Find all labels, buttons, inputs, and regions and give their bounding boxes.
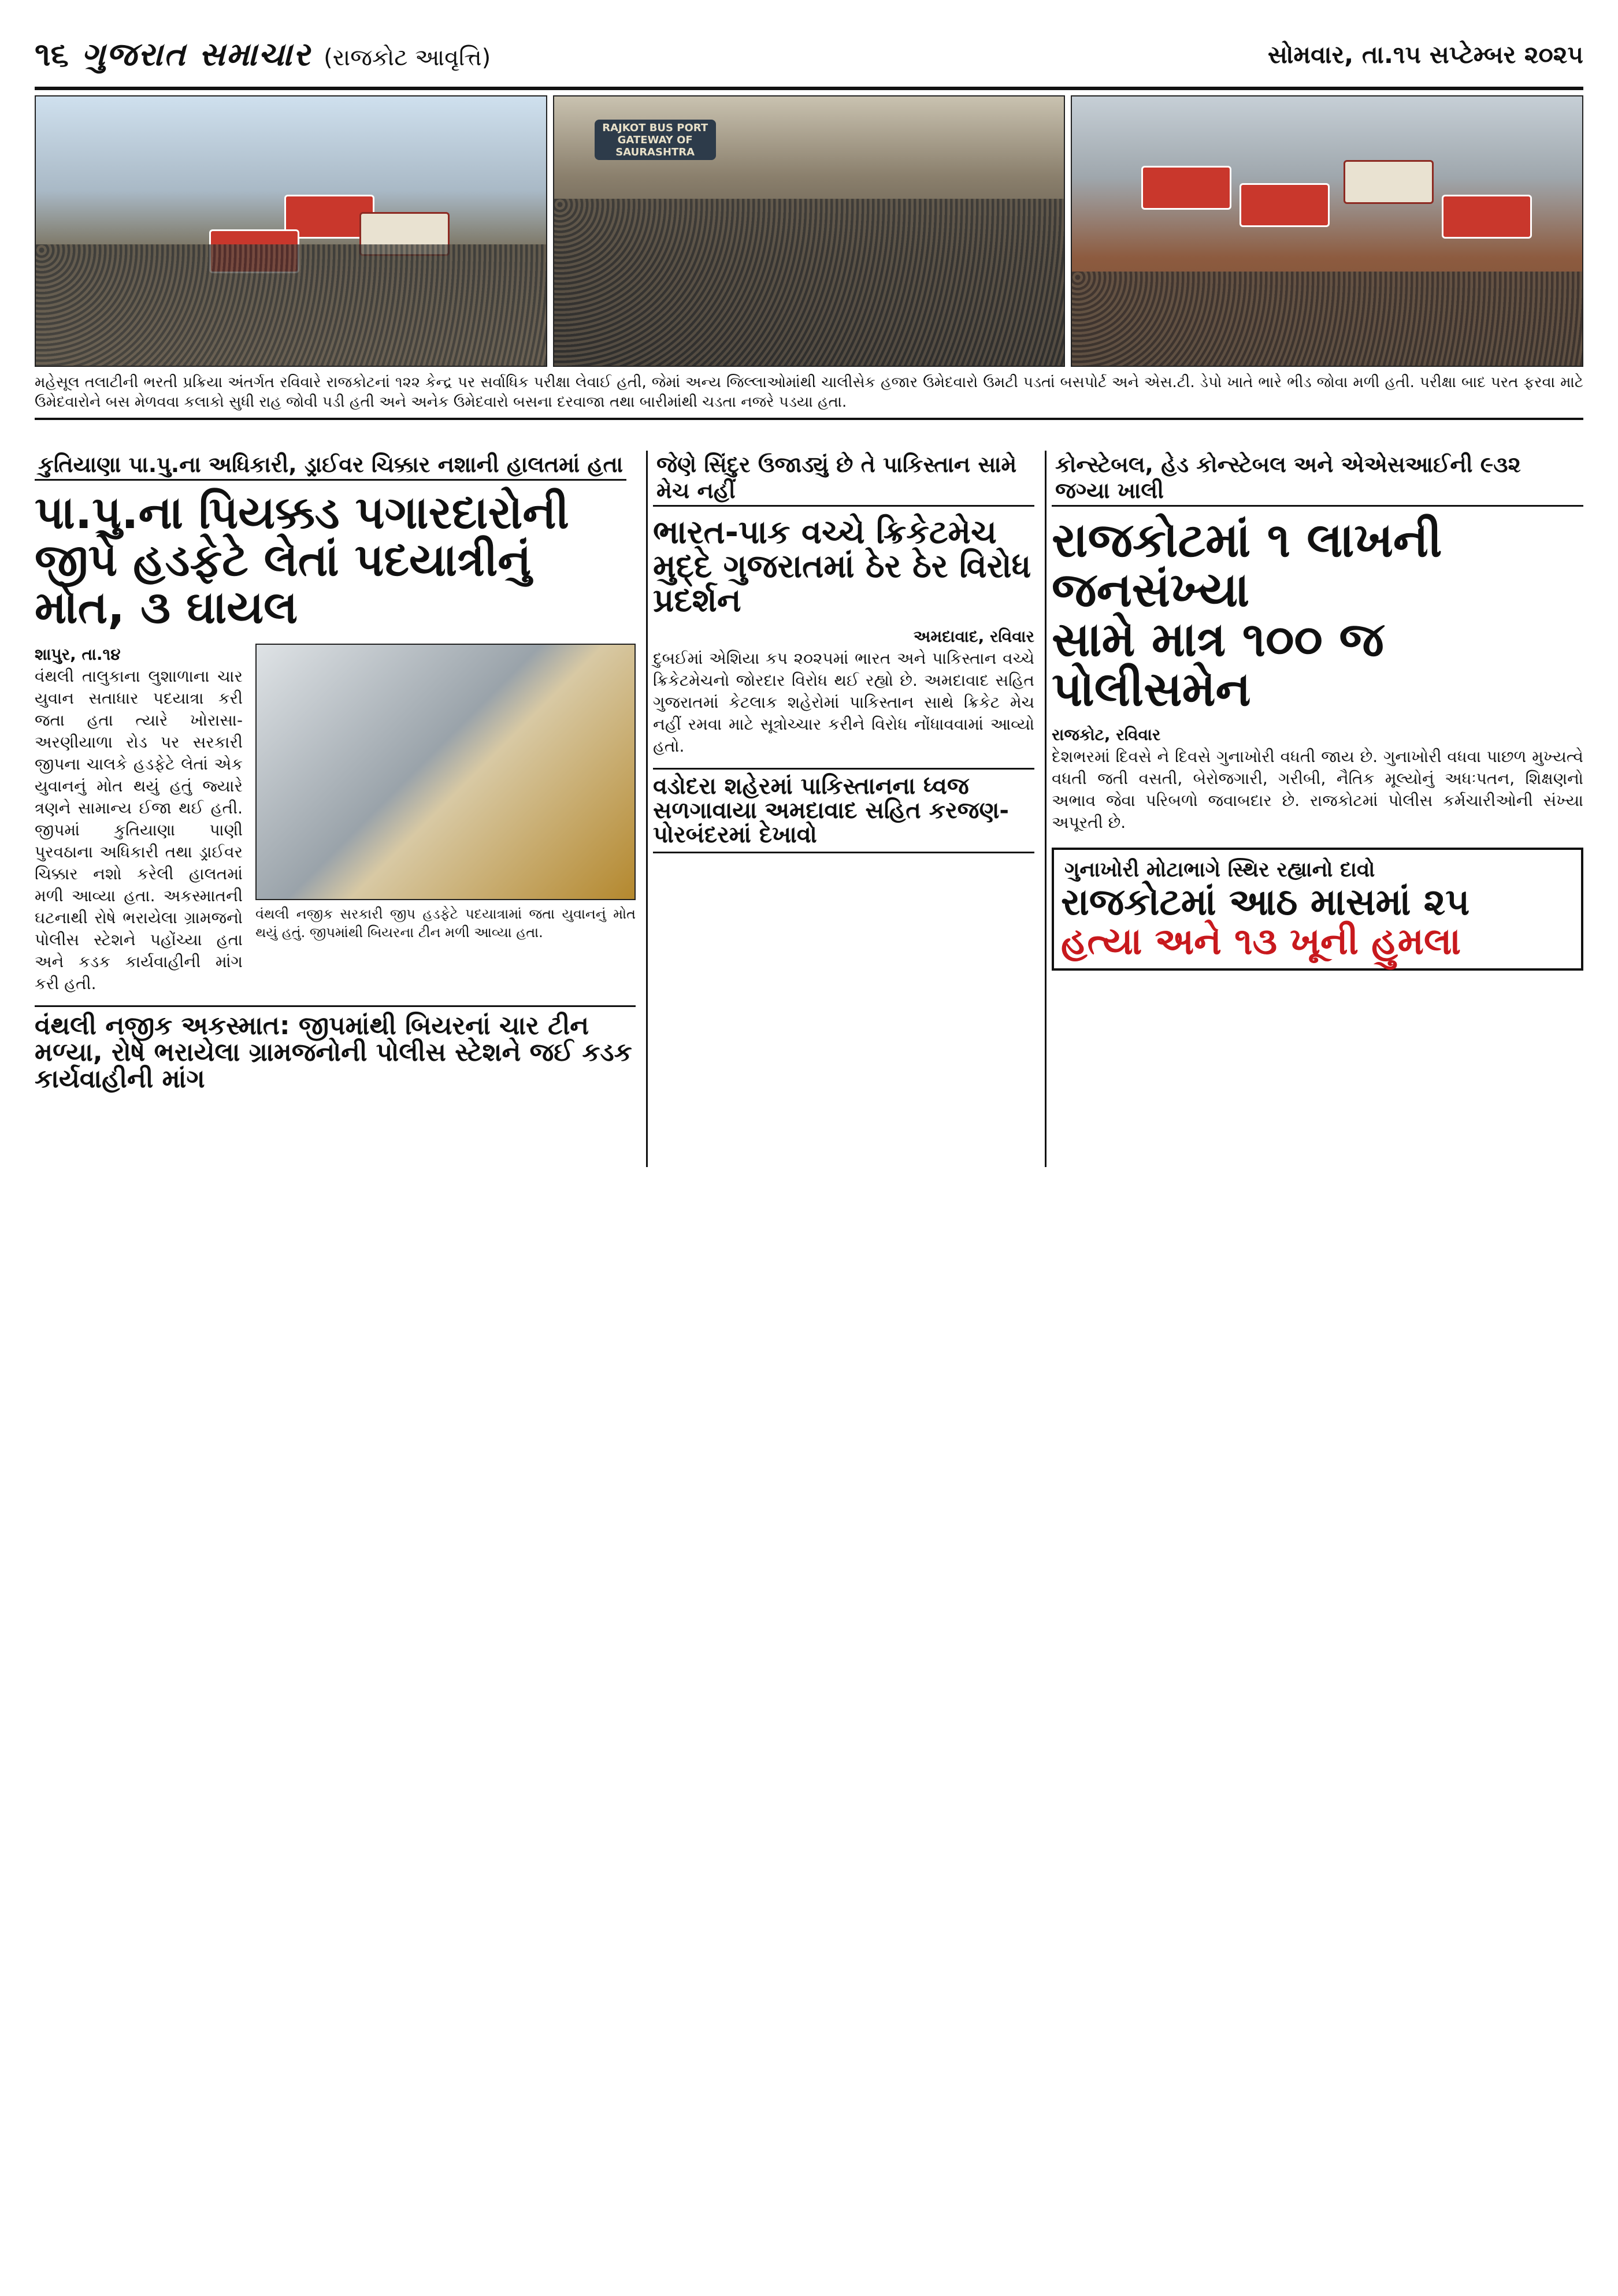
- busport-gate-sign: RAJKOT BUS PORT GATEWAY OF SAURASHTRA: [595, 120, 716, 160]
- photo-depot-buses: [1071, 95, 1583, 367]
- issue-date: સોમવાર, તા.૧૫ સપ્ટેમ્બર ૨૦૨૫: [1267, 40, 1583, 69]
- story-body-columns: [35, 644, 636, 995]
- story-body: દેશભરમાં દિવસે ને દિવસે ગુનાખોરી વધતી જાય છે. ગુનાખોરી વધવા પાછળ મુખ્યત્વે વધતી જતી વસતી, બેરોજગારી, ગરીબી, નૈતિક મૂલ્યોનું અધઃપતન, શિક્ષણનો અભાવ જેવા પરિબળો જવાબદાર છે. રાજકોટમાં પોલીસ કર્મચારીઓની સંખ્યા અપૂરતી છે.: [1052, 747, 1583, 833]
- dateline: રાજકોટ, રવિવાર: [1052, 725, 1161, 745]
- story-cricket: [653, 451, 1046, 1167]
- headline: સામે માત્ર ૧૦૦ જ પોલીસમેન: [1052, 612, 1384, 718]
- subhead: વડોદરા શહેરમાં પાકિસ્તાનના ધ્વજ સળગાવાયા અમદાવાદ સહિત કરજણ-પોરબંદરમાં દેખાવો: [653, 768, 1034, 853]
- crime-box: [1052, 848, 1583, 970]
- masthead: [35, 23, 1583, 90]
- kicker: કુતિયાણા પા.પુ.ના અધિકારી, ડ્રાઈવર ચિક્કાર નશાની હાલતમાં હતા: [35, 451, 626, 481]
- traffic-texture: [36, 244, 546, 366]
- photo-caption: મહેસૂલ તલાટીની ભરતી પ્રક્રિયા અંતર્ગત રવિવારે રાજકોટનાં ૧૨૨ કેન્દ્ર પર સર્વાધિક પરીક્ષા લેવાઈ હતી, જેમાં અન્ય જિલ્લાઓમાંથી ચાલીસેક હજાર ઉમેદવારો ઉમટી પડતાં બસપોર્ટ અને એસ.ટી. ડેપો ખાતે ભારે ભીડ જોવા મળી હતી. પરીક્ષા બાદ પરત ફરવા માટે ઉમેદવારોને બસ મેળવવા કલાકો સુધી રાહ જોવી પડી હતી અને અનેક ઉમેદવારો બસના દરવાજા તથા બારીમાંથી ચડતા નજરે પડયા હતા.: [35, 373, 1583, 420]
- headline: પા.પુ.ના પિયક્કડ પગારદારોની જીપે હડફેટે લેતાં પદયાત્રીનું મોત, ૩ ઘાયલ: [35, 487, 569, 634]
- photo-street-buses: [35, 95, 547, 367]
- kicker: જેણે સિંદુર ઉજાડ્યું છે તે પાકિસ્તાન સામે મેચ નહીં: [653, 451, 1034, 507]
- accident-photo: [255, 644, 636, 900]
- headline: ભારત-પાક વચ્ચે ક્રિકેટમેચ મુદ્દે ગુજરાતમાં ઠેર ઠેર વિરોધ પ્રદર્શન: [653, 514, 1031, 619]
- bus-shape: [1442, 195, 1532, 239]
- bus-shape: [1344, 160, 1434, 204]
- story-padayatri: [35, 451, 648, 1167]
- kicker: ગુનાખોરી મોટાભાગે સ્થિર રહ્યાનો દાવો: [1064, 858, 1375, 882]
- column: [255, 644, 636, 995]
- photo-busport-crowd: [553, 95, 1066, 367]
- story-body: દુબઈમાં એશિયા કપ ૨૦૨૫માં ભારત અને પાકિસ્તાન વચ્ચે ક્રિકેટમેચનો જોરદાર વિરોધ થઈ રહ્યો છે. અમદાવાદ સહિત ગુજરાતમાં કેટલાક શહેરોમાં પાકિસ્તાન સાથે ક્રિકેટ મેચ નહીં રમવા માટે સૂત્રોચ્ચાર કરીને વિરોધ નોંધાવવામાં આવ્યો હતો.: [653, 649, 1034, 756]
- headline: રાજકોટમાં ૧ લાખની જનસંખ્યા: [1052, 513, 1442, 618]
- dateline: શાપુર, તા.૧૪: [35, 644, 121, 664]
- dateline: અમદાવાદ, રવિવાર: [913, 627, 1034, 647]
- bus-shape: [1240, 183, 1330, 227]
- column: [35, 644, 243, 995]
- photo-strip: [35, 95, 1583, 367]
- page-number: ૧૬: [35, 36, 69, 73]
- crowd-texture: [554, 199, 1064, 366]
- photo-caption: વંથલી નજીક સરકારી જીપ હડફેટે પદયાત્રામાં જતા યુવાનનું મોત થયું હતું. જીપમાંથી બિયરના ટીન મળી આવ્યા હતા.: [255, 905, 636, 941]
- kicker: કોન્સ્ટેબલ, હેડ કોન્સ્ટેબલ અને એએસઆઈની ૯૩૨ જગ્યા ખાલી: [1052, 451, 1583, 507]
- paper-name: ગુજરાત સમાચાર: [81, 36, 311, 73]
- story-body: વંથલી તાલુકાના લુશાળાના ચાર યુવાન સતાધાર પદયાત્રા કરી જતા હતા ત્યારે ખોરાસા-અરણીયાળા રોડ પર સરકારી જીપના ચાલકે હડફેટે લેતાં એક યુવાનનું મોત થયું હતું જ્યારે ત્રણને સામાન્ય ઈજા થઈ હતી. જીપમાં કુતિયાણા પાણી પુરવઠાના અધિકારી તથા ડ્રાઈવર ચિક્કાર નશો કરેલી હાલતમાં મળી આવ્યા હતા. અકસ્માતની ઘટનાથી રોષે ભરાયેલા ગ્રામજનો પોલીસ સ્ટેશને પહોંચ્યા હતા અને કડક કાર્યવાહીની માંગ કરી હતી.: [35, 666, 243, 993]
- masthead-left: [35, 36, 491, 74]
- headline: હત્યા અને ૧૩ ખૂની હુમલા: [1061, 920, 1461, 963]
- headline: રાજકોટમાં આઠ માસમાં ૨૫: [1061, 881, 1470, 924]
- story-police: [1052, 451, 1583, 1167]
- bus-shape: [1141, 166, 1231, 210]
- subhead: વંથલી નજીક અકસ્માત: જીપમાંથી બિયરનાં ચાર ટીન મળ્યા, રોષે ભરાયેલા ગ્રામજનોની પોલીસ સ્ટેશને જઈ કડક કાર્યવાહીની માંગ: [35, 1005, 636, 1093]
- crowd-texture: [1072, 272, 1582, 366]
- newspaper-page: [35, 23, 1583, 2273]
- edition: (રાજકોટ આવૃત્તિ): [324, 44, 491, 71]
